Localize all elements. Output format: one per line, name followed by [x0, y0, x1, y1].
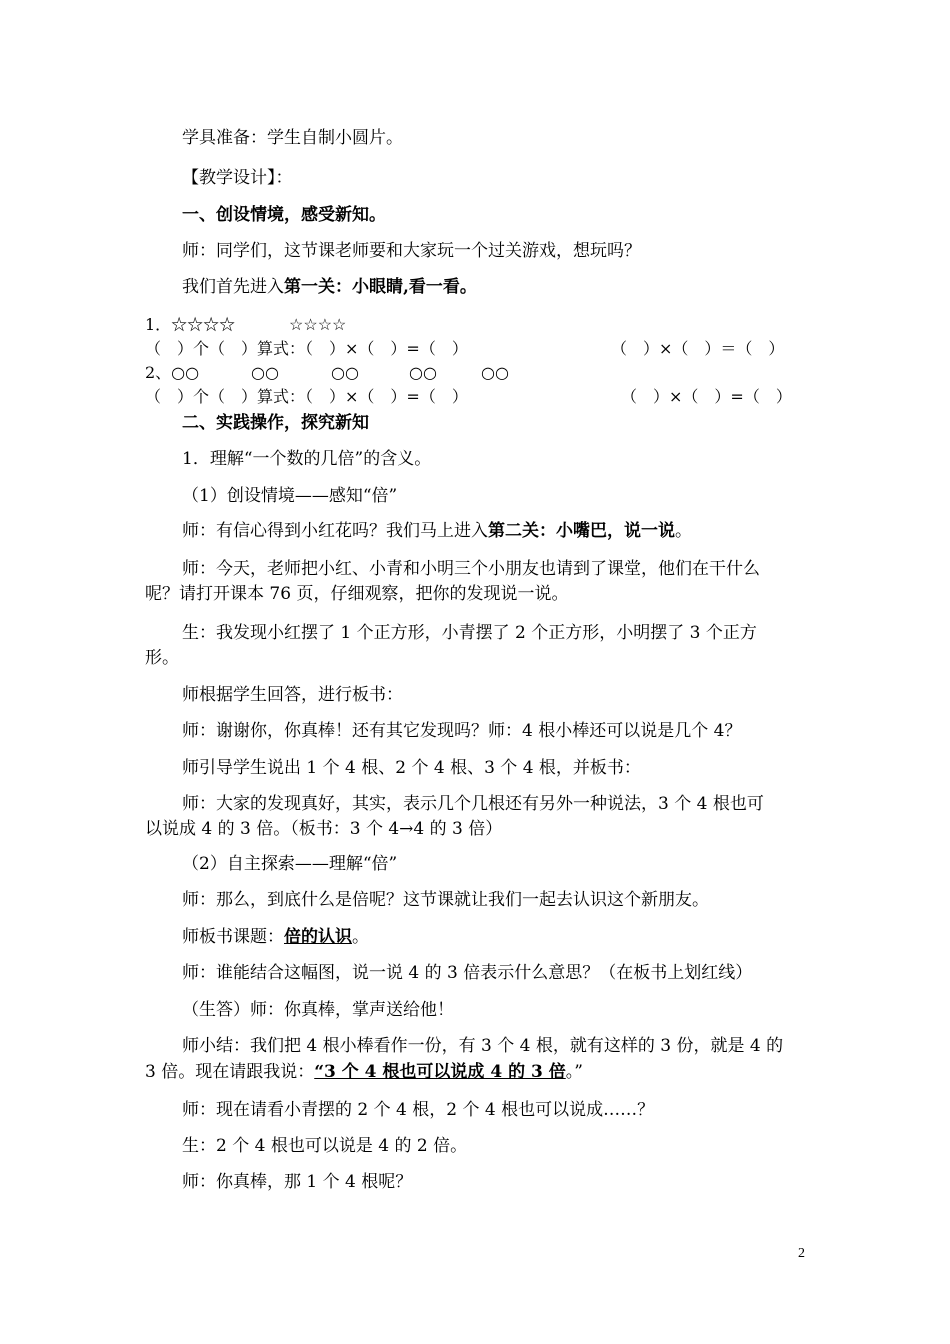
- paragraph: 师：大家的发现真好，其实，表示几个几根还有另外一种说法，3 个 4 根也可: [182, 794, 764, 814]
- paragraph: 师：你真棒，那 1 个 4 根呢？: [182, 1172, 413, 1192]
- circles-group: ○○: [251, 363, 279, 382]
- paragraph: [182, 925, 810, 949]
- paragraph-continuation: 形。: [145, 648, 179, 668]
- text-run: 。”: [565, 1062, 583, 1082]
- circles-group: ○○: [331, 363, 359, 382]
- paragraph: [182, 519, 810, 543]
- section-label-design: 【教学设计】：: [182, 168, 293, 188]
- stars-group-1: 1．☆☆☆☆: [145, 315, 236, 334]
- subheading: （1）创设情境——感知“倍”: [182, 486, 398, 506]
- level-2-title: 第二关：小嘴巴，说一说: [488, 521, 675, 541]
- materials-line: 学具准备：学生自制小圆片。: [182, 128, 403, 148]
- text-run: 。: [675, 521, 692, 541]
- stars-group-2: ☆☆☆☆: [289, 315, 347, 334]
- text-run: 。: [352, 927, 369, 947]
- circles-group: ○○: [409, 363, 437, 382]
- key-statement: “3 个 4 根也可以说成 4 的 3 倍: [314, 1062, 566, 1082]
- level-1-title: 第一关：小眼睛,看一看。: [284, 277, 477, 297]
- paragraph-continuation: [145, 1060, 810, 1084]
- text-run: 师板书课题：: [182, 927, 284, 947]
- paragraph: （生答）师：你真棒，掌声送给他！: [182, 1000, 454, 1020]
- blank-formula-2: （ ）×（ ）＝（ ）: [611, 339, 785, 358]
- circles-group: 2、○○: [145, 363, 200, 382]
- text-run: 3 倍。现在请跟我说：: [145, 1062, 315, 1082]
- paragraph: 师：今天，老师把小红、小青和小明三个小朋友也请到了课堂，他们在干什么: [182, 559, 760, 579]
- heading-2: 二、实践操作，探究新知: [182, 413, 369, 433]
- paragraph: 师引导学生说出 1 个 4 根、2 个 4 根、3 个 4 根，并板书：: [182, 758, 641, 778]
- circles-group: ○○: [481, 363, 509, 382]
- blank-formula-2: （ ）×（ ）=（ ）: [621, 387, 792, 406]
- paragraph: 生：2 个 4 根也可以说是 4 的 2 倍。: [182, 1136, 468, 1156]
- subheading: （2）自主探索——理解“倍”: [182, 854, 398, 874]
- paragraph: 师：那么，到底什么是倍呢？这节课就让我们一起去认识这个新朋友。: [182, 890, 709, 910]
- blank-formula: （ ）个（ ）算式：（ ）×（ ）=（ ）: [145, 339, 468, 358]
- paragraph: 师：现在请看小青摆的 2 个 4 根，2 个 4 根也可以说成……？: [182, 1100, 655, 1120]
- paragraph: 师：同学们，这节课老师要和大家玩一个过关游戏，想玩吗？: [182, 241, 641, 261]
- paragraph: 师：谁能结合这幅图，说一说 4 的 3 倍表示什么意思？（在板书上划红线）: [182, 963, 753, 983]
- page-number: 2: [798, 1246, 805, 1261]
- paragraph: [182, 275, 810, 299]
- blank-formula: （ ）个（ ）算式：（ ）×（ ）=（ ）: [145, 387, 468, 406]
- paragraph: 师小结：我们把 4 根小棒看作一份，有 3 个 4 根，就有这样的 3 份，就是 4 的: [182, 1036, 784, 1056]
- paragraph: 1．理解“一个数的几倍”的含义。: [182, 449, 432, 469]
- text-run: 师：有信心得到小红花吗？我们马上进入: [182, 521, 488, 541]
- paragraph: 生：我发现小红摆了 1 个正方形，小青摆了 2 个正方形，小明摆了 3 个正方: [182, 623, 757, 643]
- heading-1: 一、创设情境，感受新知。: [182, 205, 386, 225]
- paragraph-continuation: 呢？请打开课本 76 页，仔细观察，把你的发现说一说。: [145, 584, 569, 604]
- paragraph-continuation: 以说成 4 的 3 倍。（板书：3 个 4→4 的 3 倍）: [145, 819, 503, 839]
- paragraph: 师根据学生回答，进行板书：: [182, 685, 403, 705]
- lesson-title: 倍的认识: [284, 927, 352, 947]
- paragraph: 师：谢谢你，你真棒！还有其它发现吗？师：4 根小棒还可以说是几个 4？: [182, 721, 742, 741]
- text-run: 我们首先进入: [182, 277, 284, 297]
